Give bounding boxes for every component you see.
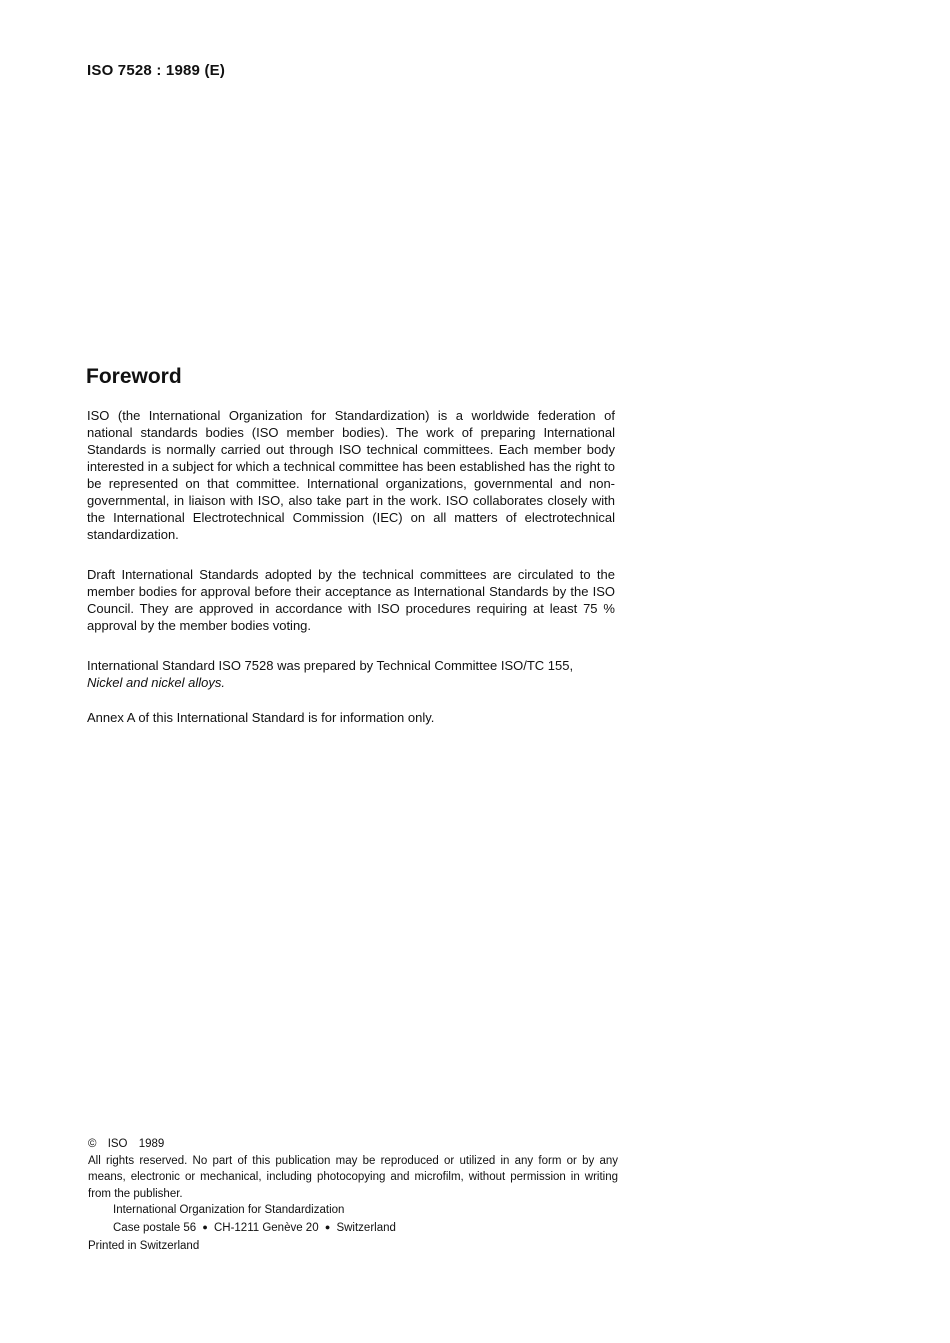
copyright-org: ISO bbox=[107, 1138, 128, 1150]
address-line-3: Switzerland bbox=[336, 1221, 396, 1234]
address-line-1: Case postale 56 bbox=[113, 1221, 197, 1234]
foreword-paragraph-3 bbox=[87, 657, 615, 691]
rights-statement: All rights reserved. No part of this publication may be reproduced or utilized in any form or by any means, electronic or mechanical, including photocopying and microfilm, without permission in writing from the publisher. bbox=[88, 1154, 618, 1200]
foreword-paragraph-2: Draft International Standards adopted by the technical committees are circulated to the member bodies for approval before their acceptance as International Standards by the ISO Council. They are approved in accordance with ISO procedures requiring at least 75 % approval by the member bodies voting. bbox=[87, 567, 615, 633]
printed-in: Printed in Switzerland bbox=[88, 1240, 200, 1252]
address-line-2: CH-1211 Genève 20 bbox=[213, 1221, 319, 1234]
document-id-header: ISO 7528 : 1989 (E) bbox=[87, 62, 226, 79]
copyright-line bbox=[88, 1136, 618, 1153]
bullet-icon: ● bbox=[202, 1221, 208, 1232]
foreword-paragraph-1: ISO (the International Organization for Standardization) is a worldwide federation of national standards bodies (ISO member bodies). The work of preparing International Standards is normally carried out through ISO technical committees. Each member body interested in a subject for which a technical committee has been established has the right to be represented on that committee. International organizations, governmental and non-governmental, in liaison with ISO, also take part in the work. ISO collaborates closely with the International Electrotechnical Commission (IEC) on all matters of electrotechnical standardization. bbox=[87, 408, 615, 542]
bullet-icon: ● bbox=[324, 1221, 331, 1232]
copyright-symbol: © bbox=[88, 1138, 97, 1150]
committee-statement: International Standard ISO 7528 was prepared by Technical Committee ISO/TC 155, bbox=[87, 658, 574, 673]
publisher-address bbox=[113, 1219, 618, 1237]
foreword-body bbox=[87, 407, 615, 749]
foreword-title: Foreword bbox=[86, 365, 182, 388]
committee-subject: Nickel and nickel alloys. bbox=[87, 675, 226, 690]
foreword-paragraph-4: Annex A of this International Standard is for information only. bbox=[87, 710, 435, 725]
copyright-year: 1989 bbox=[138, 1138, 165, 1150]
publisher-name: International Organization for Standardization bbox=[113, 1204, 345, 1216]
copyright-footer bbox=[88, 1136, 618, 1255]
